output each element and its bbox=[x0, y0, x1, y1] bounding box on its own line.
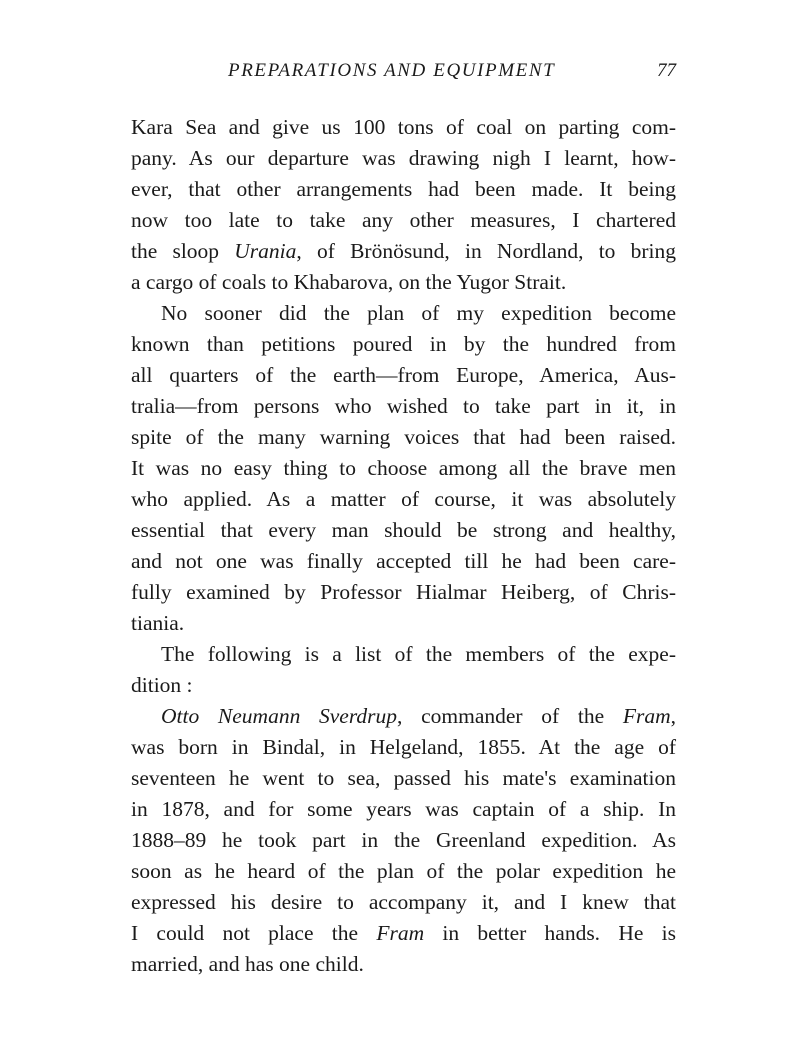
text-line: and not one was finally accepted till he had been care- bbox=[131, 549, 676, 573]
text-line: ever, that other arrangements had been made. It being bbox=[131, 177, 676, 201]
ship-name-urania: Urania bbox=[234, 239, 297, 263]
text-line: It was no easy thing to choose among all the brave men bbox=[131, 456, 676, 480]
text-line: a cargo of coals to Khabarova, on the Yugor Strait. bbox=[131, 270, 567, 294]
paragraph bbox=[131, 701, 676, 980]
text-line: Kara Sea and give us 100 tons of coal on parting com- bbox=[131, 115, 676, 139]
text-line bbox=[131, 918, 676, 949]
paragraph bbox=[131, 298, 676, 639]
text-line: expressed his desire to accompany it, and I knew that bbox=[131, 890, 676, 914]
running-head bbox=[131, 60, 676, 86]
text-line: now too late to take any other measures, I chartered bbox=[131, 208, 676, 232]
page-number: 77 bbox=[657, 60, 676, 81]
text-line: known than petitions poured in by the hundred from bbox=[131, 332, 676, 356]
text-line: in 1878, and for some years was captain of a ship. In bbox=[131, 797, 676, 821]
text-run: , of Brönösund, in Nordland, to bring bbox=[296, 239, 677, 263]
body-text bbox=[131, 112, 676, 980]
text-line: seventeen he went to sea, passed his mate's examination bbox=[131, 766, 676, 790]
ship-name-fram: Fram bbox=[622, 704, 671, 728]
text-line: fully examined by Professor Hialmar Heiberg, of Chris- bbox=[131, 580, 676, 604]
text-line: married, and has one child. bbox=[131, 952, 364, 976]
text-line: The following is a list of the members of the expe- bbox=[161, 642, 676, 666]
text-line: was born in Bindal, in Helgeland, 1855. At the age of bbox=[131, 735, 676, 759]
text-run: the sloop bbox=[131, 239, 235, 263]
text-run: I could not place the bbox=[131, 921, 377, 945]
text-line bbox=[131, 236, 676, 267]
text-line: all quarters of the earth—from Europe, America, Aus- bbox=[131, 363, 676, 387]
text-line: who applied. As a matter of course, it was absolutely bbox=[131, 487, 676, 511]
text-run: , commander of the bbox=[397, 704, 623, 728]
text-line: No sooner did the plan of my expedition become bbox=[161, 301, 676, 325]
text-line: tiania. bbox=[131, 611, 185, 635]
text-run: , bbox=[670, 704, 676, 728]
text-line: pany. As our departure was drawing nigh I learnt, how- bbox=[131, 146, 676, 170]
person-name-sverdrup: Otto Neumann Sverdrup bbox=[161, 704, 398, 728]
text-line: tralia—from persons who wished to take part in it, in bbox=[131, 394, 676, 418]
paragraph bbox=[131, 112, 676, 298]
text-line: dition : bbox=[131, 673, 193, 697]
text-line: spite of the many warning voices that had been raised. bbox=[131, 425, 676, 449]
ship-name-fram: Fram bbox=[376, 921, 425, 945]
paragraph bbox=[131, 639, 676, 701]
text-line: soon as he heard of the plan of the polar expedition he bbox=[131, 859, 676, 883]
running-title: PREPARATIONS AND EQUIPMENT bbox=[228, 60, 556, 81]
text-line bbox=[131, 701, 676, 732]
text-run: in better hands. He is bbox=[424, 921, 676, 945]
text-line: 1888–89 he took part in the Greenland expedition. As bbox=[131, 828, 676, 852]
text-line: essential that every man should be strong and healthy, bbox=[131, 518, 676, 542]
